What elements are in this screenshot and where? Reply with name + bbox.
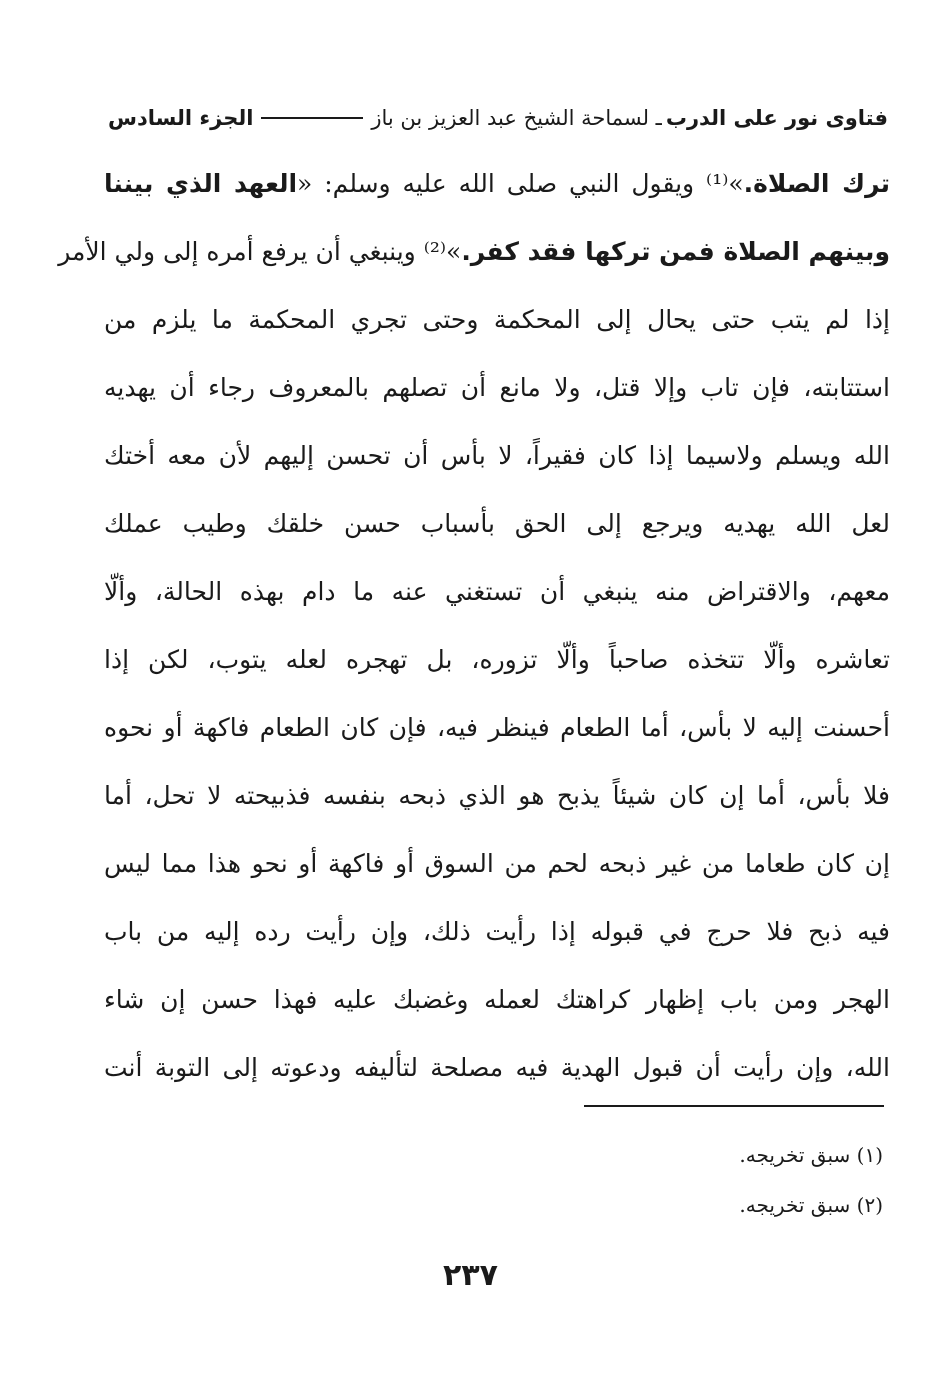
line-text: »⁽¹⁾ ويقول النبي صلى الله عليه وسلم: « [297,169,744,198]
main-text [58,150,891,1102]
line-text: الله، وإن رأيت أن قبول الهدية فيه مصلحة لتأليفه ودعوته إلى التوبة أنت [104,1053,890,1082]
line-text: الهجر ومن باب إظهار كراهتك لعمله وغضبك عليه فهذا حسن إن شاء [104,985,890,1014]
text-line [104,422,890,490]
text-line [104,490,890,558]
line-text: أحسنت إليه لا بأس، أما الطعام فينظر فيه، فإن كان الطعام فاكهة أو نحوه [104,713,890,742]
line-text: »⁽²⁾ وينبغي أن يرفع أمره إلى ولي الأمر [58,237,462,266]
bold-phrase: العهد الذي بيننا [104,169,298,198]
text-line [104,762,890,830]
line-text: لعل الله يهديه ويرجع إلى الحق بأسباب حسن خلقك وطيب عملك [104,509,890,538]
line-text: معهم، والاقتراض منه ينبغي أن تستغني عنه ما دام بهذه الحالة، وألّا [104,577,890,606]
bold-phrase: وبينهم الصلاة فمن تركها فقد كفر. [461,237,890,266]
text-line [104,354,890,422]
book-title: فتاوى نور على الدرب [665,106,888,130]
line-text: الله ويسلم ولاسيما إذا كان فقيراً، لا بأس أن تحسن إليهم لأن معه أختك [104,441,890,470]
author-line: ـ لسماحة الشيخ عبد العزيز بن باز [371,106,662,130]
text-line [104,150,890,218]
line-text: إن كان طعاما من غير ذبحه لحم من السوق أو فاكهة أو نحو هذا مما ليس [104,849,890,878]
page-header [108,98,888,138]
line-text: إذا لم يتب حتى يحال إلى المحكمة وحتى تجري المحكمة ما يلزم من [104,305,890,334]
text-line [104,1034,890,1102]
text-line [104,966,890,1034]
text-line [104,626,890,694]
line-text: استتابته، فإن تاب وإلا قتل، ولا مانع أن تصلهم بالمعروف رجاء أن يهديه [104,373,890,402]
line-text: تعاشره وألّا تتخذه صاحباً وألّا تزوره، بل تهجره لعله يتوب، لكن إذا [104,645,890,674]
line-text: فلا بأس، أما إن كان شيئاً يذبح هو الذي ذبحه بنفسه فذبيحته لا تحل، أما [104,781,890,810]
text-line [104,286,890,354]
text-line [58,218,890,286]
footnote-separator [584,1105,884,1107]
text-line [104,898,890,966]
line-text: فيه ذبح فلا حرج في قبوله إذا رأيت ذلك، وإن رأيت رده إليه من باب [104,917,890,946]
text-line [104,694,890,762]
text-line [104,558,890,626]
footnote-1: (١) سبق تخريجه. [739,1143,883,1167]
header-rule [261,117,363,119]
page-number: ٢٣٧ [443,1258,498,1293]
volume-label: الجزء السادس [108,106,254,130]
footnote-2: (٢) سبق تخريجه. [739,1193,883,1217]
text-line [104,830,890,898]
footnotes [483,1130,883,1230]
bold-phrase: ترك الصلاة. [743,169,891,198]
